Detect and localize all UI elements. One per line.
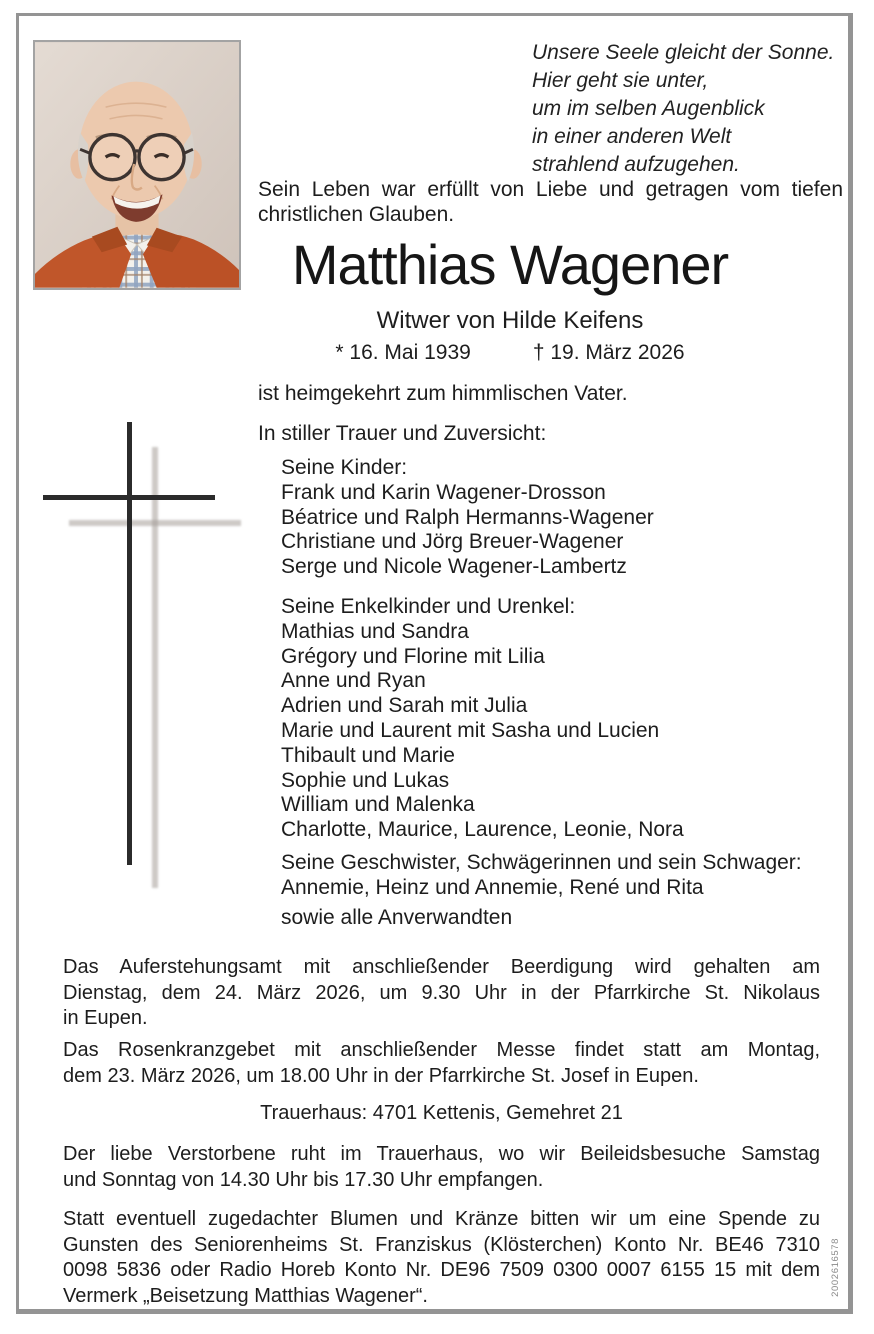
paragraph-line: Das Auferstehungsamt mit anschließender Beerdigung wird gehalten am [63, 956, 820, 978]
relation-line: Witwer von Hilde Keifens [376, 307, 644, 334]
grandchild-line: Mathias und Sandra [281, 619, 469, 643]
intro-line: Sein Leben war erfüllt von Liebe und getragen vom tiefen [258, 178, 843, 201]
child-line: Serge und Nicole Wagener-Lambertz [281, 555, 627, 579]
grandchild-line: Anne und Ryan [281, 669, 426, 693]
paragraph-line: Der liebe Verstorbene ruht im Trauerhaus, wo wir Beileidsbesuche Samstag [63, 1143, 820, 1165]
paragraph-line: in Eupen. [63, 1007, 148, 1029]
paragraph-line: Das Rosenkranzgebet mit anschließender Messe findet statt am Montag, [63, 1039, 820, 1061]
intro-text [258, 177, 843, 227]
grandchild-line: Grégory und Florine mit Lilia [281, 644, 545, 668]
paragraph-line: Vermerk „Beisetzung Matthias Wagener“. [63, 1284, 428, 1307]
children-list [281, 481, 654, 580]
siblings-block [281, 851, 802, 901]
trauer-line: In stiller Trauer und Zuversicht: [258, 422, 547, 445]
poem-line: strahlend aufzugehen. [532, 153, 740, 176]
poem-line: in einer anderen Welt [532, 125, 732, 148]
grandchildren-block [281, 595, 684, 843]
grandchild-line: Thibault und Marie [281, 743, 455, 767]
donation-paragraph [63, 1207, 820, 1309]
paragraph-line: 0098 5836 oder Radio Horeb Konto Nr. DE96 7509 0300 0007 6155 15 mit dem [63, 1259, 820, 1281]
grandchildren-list [281, 620, 684, 843]
children-block [281, 456, 654, 580]
visitation-paragraph [63, 1142, 820, 1193]
poem-line: um im selben Augenblick [532, 97, 765, 120]
life-dates [240, 341, 780, 365]
paragraph-line: Statt eventuell zugedachter Blumen und Kränze bitten wir um eine Spende zu [63, 1208, 820, 1230]
portrait-photo [33, 40, 241, 290]
deceased-name: Matthias Wagener [291, 233, 729, 296]
death-date: † 19. März 2026 [532, 341, 685, 364]
intro-line: christlichen Glauben. [258, 203, 455, 226]
child-line: Christiane und Jörg Breuer-Wagener [281, 530, 624, 554]
trauerhaus-line: Trauerhaus: 4701 Kettenis, Gemehret 21 [260, 1102, 623, 1124]
poem-line: Unsere Seele gleicht der Sonne. [532, 41, 835, 64]
child-line: Frank und Karin Wagener-Drosson [281, 480, 606, 504]
child-line: Béatrice und Ralph Hermanns-Wagener [281, 505, 654, 529]
cross-shadow-vertical [152, 447, 158, 888]
paragraph-line: und Sonntag von 14.30 Uhr bis 17.30 Uhr empfangen. [63, 1168, 544, 1191]
poem [532, 39, 847, 179]
heimgekehrt-line: ist heimgekehrt zum himmlischen Vater. [258, 382, 628, 405]
birth-date: * 16. Mai 1939 [335, 341, 471, 364]
deceased-name-wrap [240, 233, 780, 297]
portrait-illustration [35, 42, 239, 288]
cross-shadow-horizontal [69, 520, 241, 526]
family-closing: sowie alle Anverwandten [281, 906, 513, 929]
grandchild-line: Charlotte, Maurice, Laurence, Leonie, Nora [281, 818, 684, 842]
grandchild-line: Sophie und Lukas [281, 768, 450, 792]
funeral-service-paragraph [63, 955, 820, 1032]
poem-line: Hier geht sie unter, [532, 69, 709, 92]
paragraph-line: Gunsten des Seniorenheims St. Franziskus (Klösterchen) Konto Nr. BE46 7310 [63, 1233, 820, 1256]
print-code: 2002616578 [830, 1238, 841, 1297]
grandchild-line: Adrien und Sarah mit Julia [281, 694, 528, 718]
grandchild-line: William und Malenka [281, 793, 475, 817]
grandchild-line: Marie und Laurent mit Sasha und Lucien [281, 718, 660, 742]
paragraph-line: dem 23. März 2026, um 18.00 Uhr in der Pfarrkirche St. Josef in Eupen. [63, 1064, 699, 1087]
rosary-paragraph [63, 1038, 820, 1089]
children-header: Seine Kinder: [281, 456, 408, 479]
siblings-names: Annemie, Heinz und Annemie, René und Rita [281, 875, 704, 899]
grandchildren-header: Seine Enkelkinder und Urenkel: [281, 595, 576, 618]
siblings-header: Seine Geschwister, Schwägerinnen und sein Schwager: [281, 851, 802, 874]
paragraph-line: Dienstag, dem 24. März 2026, um 9.30 Uhr in der Pfarrkirche St. Nikolaus [63, 981, 820, 1004]
cross-vertical [127, 422, 132, 865]
cross-horizontal [43, 495, 215, 500]
